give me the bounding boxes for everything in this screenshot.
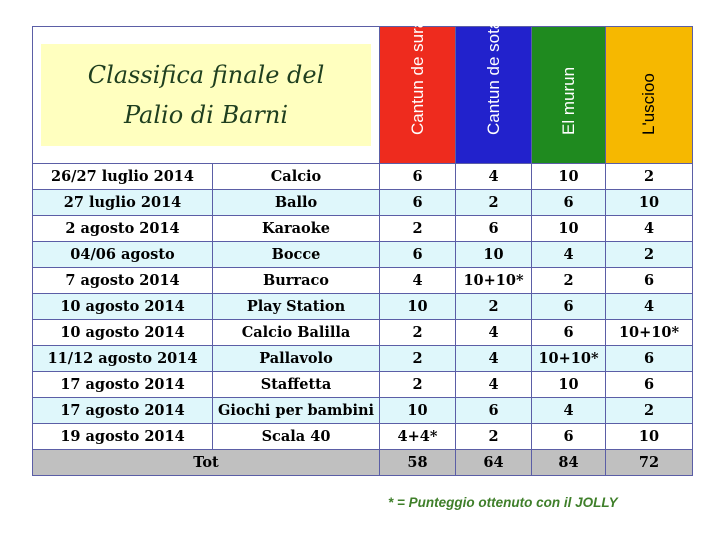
team-name: El murun (558, 66, 578, 135)
team-name: Cantun de sura (407, 18, 427, 135)
total-row (33, 450, 693, 476)
event-name: Ballo (213, 190, 380, 216)
score-cell: 10 (380, 398, 456, 424)
score-cell: 10 (380, 294, 456, 320)
total-score: 64 (456, 450, 532, 476)
event-name: Calcio Balilla (213, 320, 380, 346)
score-cell: 4 (456, 164, 532, 190)
event-date: 19 agosto 2014 (33, 424, 213, 450)
score-cell: 10 (532, 164, 606, 190)
score-cell: 6 (532, 320, 606, 346)
score-cell: 4 (606, 216, 693, 242)
title-box (41, 44, 371, 146)
event-date: 10 agosto 2014 (33, 320, 213, 346)
score-cell: 6 (456, 398, 532, 424)
score-cell: 4 (456, 346, 532, 372)
score-cell: 2 (606, 164, 693, 190)
event-date: 7 agosto 2014 (33, 268, 213, 294)
event-date: 27 luglio 2014 (33, 190, 213, 216)
jolly-footnote: * = Punteggio ottenuto con il JOLLY (388, 495, 618, 510)
title-line-1: Classifica finale del (87, 61, 325, 89)
score-cell: 10+10* (606, 320, 693, 346)
score-cell: 10 (532, 372, 606, 398)
event-name: Burraco (213, 268, 380, 294)
score-cell: 6 (380, 164, 456, 190)
score-cell: 4 (532, 398, 606, 424)
score-cell: 10 (606, 190, 693, 216)
title-cell (33, 27, 380, 164)
score-cell: 2 (380, 320, 456, 346)
score-cell: 2 (380, 346, 456, 372)
event-name: Pallavolo (213, 346, 380, 372)
team-header-el-murun (532, 27, 606, 164)
table-row (33, 398, 693, 424)
score-cell: 4+4* (380, 424, 456, 450)
score-cell: 6 (606, 372, 693, 398)
event-name: Karaoke (213, 216, 380, 242)
score-cell: 4 (456, 320, 532, 346)
ranking-table (32, 18, 693, 476)
score-cell: 6 (380, 190, 456, 216)
table-row (33, 216, 693, 242)
team-name: Cantun de sota (483, 19, 503, 135)
total-label: Tot (33, 450, 380, 476)
score-cell: 2 (380, 372, 456, 398)
total-score: 72 (606, 450, 693, 476)
table-row (33, 346, 693, 372)
table-row (33, 294, 693, 320)
event-name: Calcio (213, 164, 380, 190)
score-cell: 10 (606, 424, 693, 450)
header-row (33, 27, 693, 164)
table-row (33, 242, 693, 268)
table-row (33, 268, 693, 294)
event-name: Play Station (213, 294, 380, 320)
team-header-luscioo (606, 27, 693, 164)
score-cell: 2 (380, 216, 456, 242)
score-cell: 10+10* (532, 346, 606, 372)
event-date: 17 agosto 2014 (33, 398, 213, 424)
table-row (33, 424, 693, 450)
score-cell: 2 (606, 398, 693, 424)
score-cell: 6 (532, 294, 606, 320)
event-name: Scala 40 (213, 424, 380, 450)
score-cell: 2 (456, 424, 532, 450)
score-cell: 2 (532, 268, 606, 294)
score-cell: 10+10* (456, 268, 532, 294)
event-name: Giochi per bambini (213, 398, 380, 424)
table-row (33, 320, 693, 346)
event-date: 11/12 agosto 2014 (33, 346, 213, 372)
score-cell: 6 (532, 424, 606, 450)
score-cell: 6 (606, 346, 693, 372)
score-cell: 4 (456, 372, 532, 398)
score-cell: 10 (456, 242, 532, 268)
score-cell: 2 (606, 242, 693, 268)
event-date: 17 agosto 2014 (33, 372, 213, 398)
palio-ranking-sheet (32, 18, 692, 476)
team-name: L'uscioo (639, 73, 658, 135)
table-row (33, 372, 693, 398)
event-name: Staffetta (213, 372, 380, 398)
total-score: 84 (532, 450, 606, 476)
score-cell: 6 (456, 216, 532, 242)
total-score: 58 (380, 450, 456, 476)
score-cell: 6 (380, 242, 456, 268)
score-cell: 6 (606, 268, 693, 294)
event-date: 04/06 agosto (33, 242, 213, 268)
score-cell: 10 (532, 216, 606, 242)
team-header-cantun-de-sota (456, 19, 532, 164)
table-row (33, 190, 693, 216)
event-date: 10 agosto 2014 (33, 294, 213, 320)
event-date: 2 agosto 2014 (33, 216, 213, 242)
score-cell: 2 (456, 190, 532, 216)
event-name: Bocce (213, 242, 380, 268)
score-cell: 6 (532, 190, 606, 216)
table-row (33, 164, 693, 190)
event-date: 26/27 luglio 2014 (33, 164, 213, 190)
score-cell: 4 (532, 242, 606, 268)
team-header-cantun-de-sura (380, 18, 456, 164)
title-line-2: Palio di Barni (123, 101, 289, 129)
score-cell: 2 (456, 294, 532, 320)
score-cell: 4 (380, 268, 456, 294)
score-cell: 4 (606, 294, 693, 320)
